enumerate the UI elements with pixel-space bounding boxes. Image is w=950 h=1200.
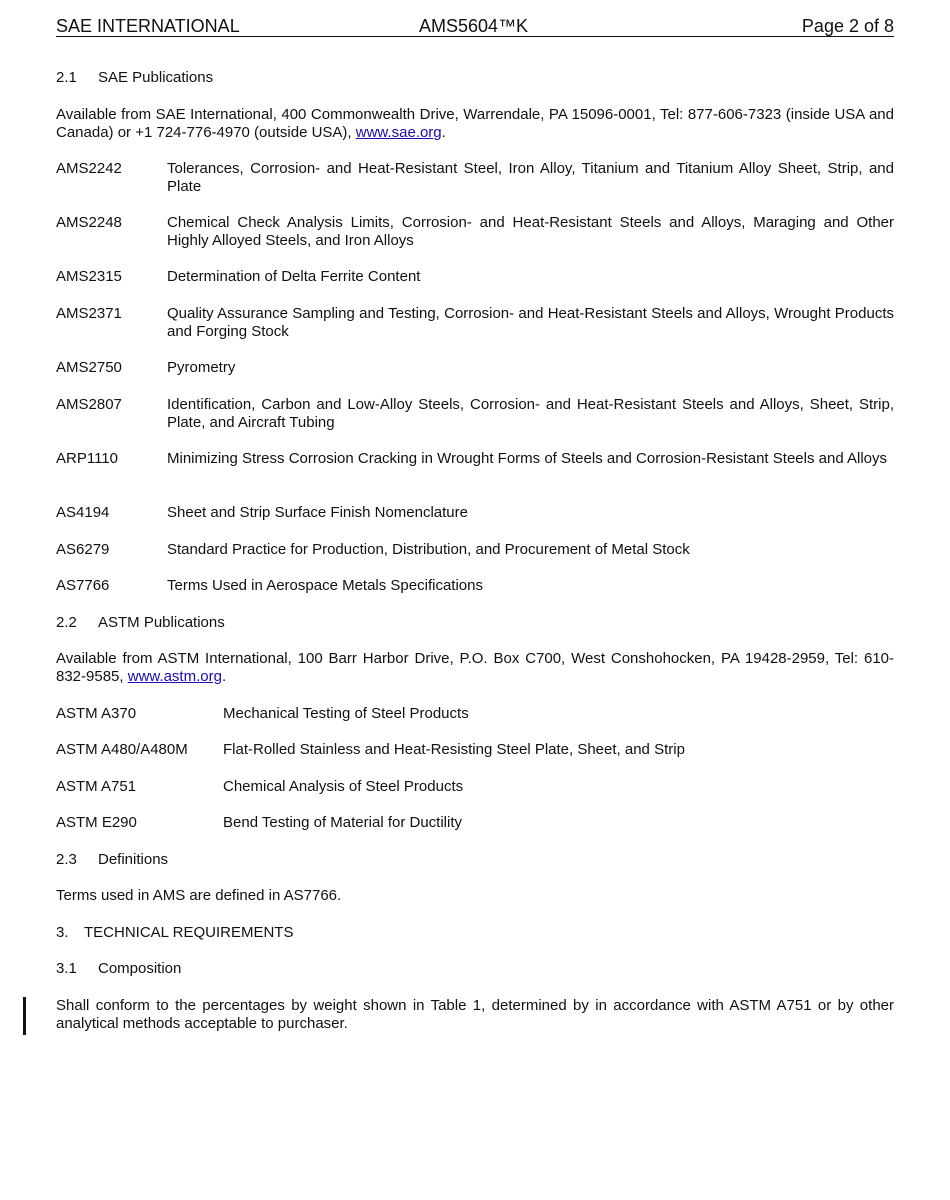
reference-description: Mechanical Testing of Steel Products [223, 705, 469, 722]
revision-change-bar [23, 997, 26, 1035]
page-header [56, 16, 894, 37]
reference-description: Bend Testing of Material for Ductility [223, 814, 462, 831]
section-heading-2-1 [56, 69, 894, 87]
section-title: SAE Publications [98, 69, 214, 86]
section-title: Composition [98, 960, 182, 977]
sentence-end: . [441, 124, 446, 141]
reference-code: ASTM A480/A480M [56, 741, 188, 758]
sae-availability-text: Available from SAE International, 400 Commonwealth Drive, Warrendale, PA 15096-0001, Tel: 877-606-7323 (inside USA and Canada) or +1 724-776-4970 (outside USA), [56, 106, 894, 141]
section-number: 3.1 [56, 960, 77, 977]
reference-description: Chemical Check Analysis Limits, Corrosion- and Heat-Resistant Steels and Alloys, Maraging and Other Highly Alloyed Steels, and Iron Alloys [167, 214, 894, 249]
sentence-end: . [221, 668, 227, 685]
reference-description: Identification, Carbon and Low-Alloy Steels, Corrosion- and Heat-Resistant Steels and Alloys, Sheet, Strip, Plate, and Aircraft Tubing [167, 396, 894, 431]
reference-description: Chemical Analysis of Steel Products [223, 778, 464, 795]
reference-description: Sheet and Strip Surface Finish Nomenclature [167, 504, 468, 521]
section-title: ASTM Publications [98, 614, 225, 631]
reference-code: ASTM A751 [56, 778, 137, 795]
reference-code: AMS2315 [56, 268, 122, 285]
reference-code: ASTM E290 [56, 814, 137, 831]
reference-code: AMS2807 [56, 396, 122, 413]
astm-availability-text: Available from ASTM International, 100 Barr Harbor Drive, P.O. Box C700, West Conshohocken, PA 19428-2959, Tel: 610-832-9585, [56, 650, 894, 685]
header-org: SAE INTERNATIONAL [56, 16, 240, 36]
reference-code: AMS2750 [56, 359, 122, 376]
header-doc-id: AMS5604™K [419, 16, 529, 36]
astm-availability-paragraph [56, 650, 894, 686]
reference-description: Minimizing Stress Corrosion Cracking in Wrought Forms of Steels and Corrosion-Resistant Steels and Alloys [167, 450, 888, 467]
reference-code: AMS2248 [56, 214, 122, 231]
section-number: 2.1 [56, 69, 77, 86]
reference-code: ARP1110 [56, 450, 118, 467]
reference-description: Terms Used in Aerospace Metals Specifications [167, 577, 483, 594]
definitions-paragraph: Terms used in AMS are defined in AS7766. [56, 887, 342, 904]
reference-description: Quality Assurance Sampling and Testing, Corrosion- and Heat-Resistant Steels and Alloys, Wrought Products and Forging Stock [167, 305, 894, 340]
section-number: 3. [56, 924, 69, 941]
sae-availability-paragraph [56, 106, 894, 142]
section-heading-3 [56, 924, 894, 942]
section-heading-3-1 [56, 960, 894, 978]
reference-code: ASTM A370 [56, 705, 137, 722]
section-number: 2.2 [56, 614, 77, 631]
sae-website-link[interactable]: www.sae.org [355, 124, 442, 141]
section-heading-2-3 [56, 851, 894, 869]
composition-paragraph: Shall conform to the percentages by weight shown in Table 1, determined by in accordance with ASTM A751 or by other analytical methods acceptable to purchaser. [56, 997, 894, 1032]
reference-description: Pyrometry [167, 359, 236, 376]
section-title: Definitions [98, 851, 169, 868]
section-number: 2.3 [56, 851, 77, 868]
reference-code: AMS2371 [56, 305, 122, 322]
reference-code: AS7766 [56, 577, 110, 594]
header-page-number: Page 2 of 8 [801, 16, 894, 36]
reference-description: Standard Practice for Production, Distribution, and Procurement of Metal Stock [167, 541, 690, 558]
reference-code: AS4194 [56, 504, 110, 521]
reference-code: AMS2242 [56, 160, 122, 177]
astm-website-link[interactable]: www.astm.org [127, 668, 222, 685]
reference-description: Determination of Delta Ferrite Content [167, 268, 421, 285]
reference-description: Tolerances, Corrosion- and Heat-Resistant Steel, Iron Alloy, Titanium and Titanium Alloy Sheet, Strip, and Plate [167, 160, 894, 195]
reference-description: Flat-Rolled Stainless and Heat-Resisting Steel Plate, Sheet, and Strip [223, 741, 685, 758]
section-title: TECHNICAL REQUIREMENTS [84, 924, 294, 941]
reference-code: AS6279 [56, 541, 110, 558]
section-heading-2-2 [56, 614, 894, 632]
